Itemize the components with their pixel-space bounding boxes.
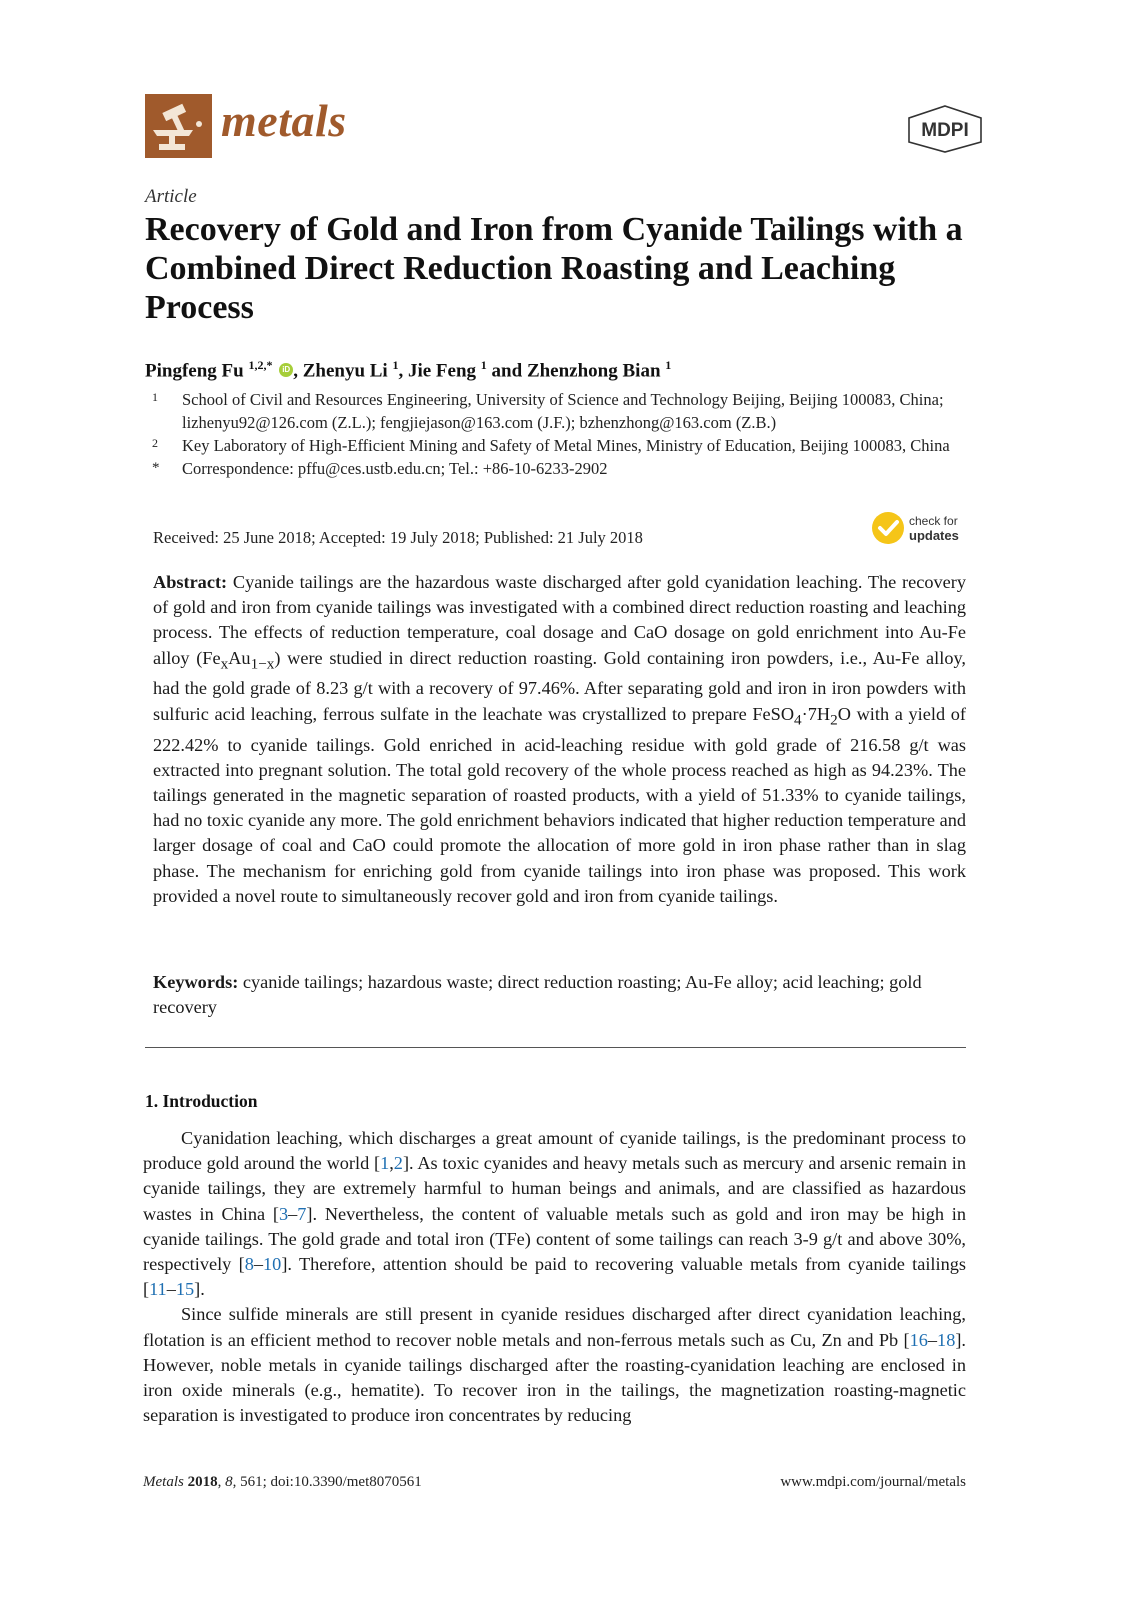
footer-url[interactable]: www.mdpi.com/journal/metals — [780, 1474, 966, 1490]
keywords — [153, 970, 966, 1020]
text-run: – — [288, 1203, 298, 1224]
affiliation-item — [152, 388, 982, 434]
keywords-label: Keywords: — [153, 972, 239, 992]
footer-volume: 8 — [225, 1474, 233, 1490]
check-updates-badge[interactable] — [872, 512, 982, 548]
publication-dates: Received: 25 June 2018; Accepted: 19 July 2018; Published: 21 July 2018 — [153, 528, 643, 547]
body-text — [143, 1126, 966, 1428]
section-heading: 1. Introduction — [145, 1091, 258, 1111]
author-separator: , — [293, 360, 298, 382]
footer-doi[interactable]: , 561; doi:10.3390/met8070561 — [232, 1474, 422, 1490]
keywords-text: cyanide tailings; hazardous waste; direct reduction roasting; Au-Fe alloy; acid leaching; gold recovery — [153, 972, 922, 1017]
subscript: 1−x — [250, 655, 275, 673]
affiliation-mark: 2 — [152, 436, 158, 450]
author-affiliation-mark: 1,2,* — [248, 358, 273, 372]
citation-link[interactable]: 8 — [244, 1254, 254, 1275]
text-run: – — [253, 1254, 264, 1275]
affiliation-mark: 1 — [152, 390, 158, 404]
author-name[interactable]: Pingfeng Fu — [145, 360, 244, 382]
text-run: – — [927, 1329, 938, 1350]
author-list — [145, 358, 985, 382]
citation-link[interactable]: 2 — [393, 1153, 403, 1174]
affiliation-item — [152, 434, 982, 457]
citation-link[interactable]: 15 — [175, 1279, 195, 1300]
check-icon — [872, 512, 904, 544]
text-run: Since sulfide minerals are still present in cyanide residues discharged after direct cyanidation leaching, flotation is an efficient method to recover noble metals and non-ferrous metals such as Cu, Zn and Pb [ — [143, 1304, 966, 1350]
subscript: 2 — [830, 711, 838, 729]
text-run: ]. However, noble metals in cyanide tailings discharged after the roasting-cyanidation leaching are enclosed in iron oxide minerals (e.g., hematite). To recover iron in the tailings, the magnetization roasting-magnetic separation is investigated to produce iron concentrates by reducing — [143, 1329, 966, 1426]
text-run: ]. — [194, 1279, 205, 1300]
affiliation-text: Key Laboratory of High-Efficient Mining and Safety of Metal Mines, Ministry of Education, Beijing 100083, China — [182, 436, 950, 455]
author-separator: and — [491, 360, 523, 382]
footer-journal: Metals — [143, 1474, 184, 1490]
text-run: – — [166, 1279, 176, 1300]
author-affiliation-mark: 1 — [480, 358, 487, 372]
author-affiliation-mark: 1 — [392, 358, 399, 372]
check-updates-line2: updates — [909, 528, 959, 543]
page-title: Recovery of Gold and Iron from Cyanide Tailings with a Combined Direct Reduction Roasting and Leaching Process — [145, 211, 963, 326]
text-run: Cyanidation leaching, which discharges a great amount of cyanide tailings, is the predominant process to produce gold around the world [ — [143, 1128, 966, 1174]
text-run: ]. Nevertheless, the content of valuable metals such as gold and iron may be high in cyanide tailings. The gold grade and total iron (TFe) content of some tailings can reach 3-9 g/t and above 30%, respectively [ — [143, 1203, 966, 1275]
affiliation-item — [152, 457, 982, 480]
affiliation-text: School of Civil and Resources Engineering, University of Science and Technology Beijing, Beijing 100083, China; lizhenyu92@126.com (Z.L.); fengjiejason@163.com (J.F.); bzhenzhong@163.com (Z.B.) — [182, 390, 944, 432]
check-updates-line1: check for — [909, 514, 958, 528]
affiliation-mark: * — [152, 460, 160, 476]
abstract-text: ) were studied in direct reduction roasting. Gold containing iron powders, i.e., Au-Fe alloy, had the gold grade of 8.23 g/t with a recovery of 97.46%. After separating gold and iron in iron powders with sulfuric acid leaching, ferrous sulfate in the leachate was crystallized to prepare FeSO — [153, 647, 966, 724]
subscript: 4 — [794, 711, 802, 729]
journal-logo — [145, 94, 212, 158]
author-name[interactable]: Zhenzhong Bian — [526, 360, 661, 382]
abstract-text: Cyanide tailings are the hazardous waste discharged after gold cyanidation leaching. The recovery of gold and iron from cyanide tailings was investigated with a combined direct reduction roasting and leaching process. The effects of reduction temperature, coal dosage and CaO dosage on gold enrichment into Au-Fe alloy (Fe — [153, 572, 966, 668]
author-affiliation-mark: 1 — [665, 358, 672, 372]
footer-year: 2018 — [187, 1474, 218, 1490]
citation-link[interactable]: 11 — [149, 1279, 167, 1300]
abstract-text: O with a yield of 222.42% to cyanide tailings. Gold enriched in acid-leaching residue with gold grade of 216.58 g/t was extracted into pregnant solution. The total gold recovery of the whole process reached as high as 94.23%. The tailings generated in the magnetic separation of roasted products, with a yield of 51.33% to cyanide tailings, had no toxic cyanide any more. The gold enrichment behaviors indicated that higher reduction temperature and larger dosage of coal and CaO could promote the allocation of more gold in iron phase rather than in slag phase. The mechanism for enriching gold from cyanide tailings into iron phase was proposed. This work provided a novel route to simultaneously recover gold and iron from cyanide tailings. — [153, 703, 966, 906]
text-run: , — [389, 1153, 394, 1174]
orcid-icon[interactable]: iD — [279, 363, 293, 377]
section-divider — [145, 1047, 966, 1048]
paragraph — [143, 1126, 966, 1302]
citation-link[interactable]: 7 — [297, 1203, 307, 1224]
journal-name: metals — [221, 95, 347, 146]
footer-citation — [143, 1474, 422, 1491]
abstract — [153, 570, 966, 909]
author-name[interactable]: Zhenyu Li — [302, 360, 388, 382]
abstract-label: Abstract: — [153, 572, 228, 592]
affiliations — [152, 388, 982, 480]
publisher-logo — [905, 104, 985, 154]
paragraph — [143, 1302, 966, 1428]
footer-separator: , — [217, 1474, 222, 1490]
correspondence-text: Correspondence: pffu@ces.ustb.edu.cn; Tel.: +86-10-6233-2902 — [182, 459, 608, 478]
subscript: x — [220, 655, 229, 673]
abstract-text: Au — [228, 647, 251, 668]
publisher-name: MDPI — [921, 120, 969, 141]
text-run: ]. Therefore, attention should be paid to recovering valuable metals from cyanide tailings [ — [143, 1254, 966, 1300]
journal-header — [145, 92, 985, 162]
citation-link[interactable]: 18 — [937, 1329, 956, 1350]
text-run: ]. As toxic cyanides and heavy metals such as mercury and arsenic remain in cyanide tailings, they are extremely harmful to human beings and animals, and are classified as hazardous wastes in China [ — [143, 1153, 966, 1224]
abstract-text: ·7H — [801, 703, 831, 724]
article-type: Article — [145, 186, 197, 207]
citation-link[interactable]: 1 — [380, 1153, 390, 1174]
citation-link[interactable]: 3 — [279, 1203, 289, 1224]
author-separator: , — [398, 360, 404, 382]
citation-link[interactable]: 10 — [263, 1254, 282, 1275]
author-name[interactable]: Jie Feng — [407, 360, 477, 382]
mdpi-hexagon-icon — [905, 104, 985, 154]
citation-link[interactable]: 16 — [909, 1329, 928, 1350]
anvil-hammer-icon — [145, 94, 212, 158]
